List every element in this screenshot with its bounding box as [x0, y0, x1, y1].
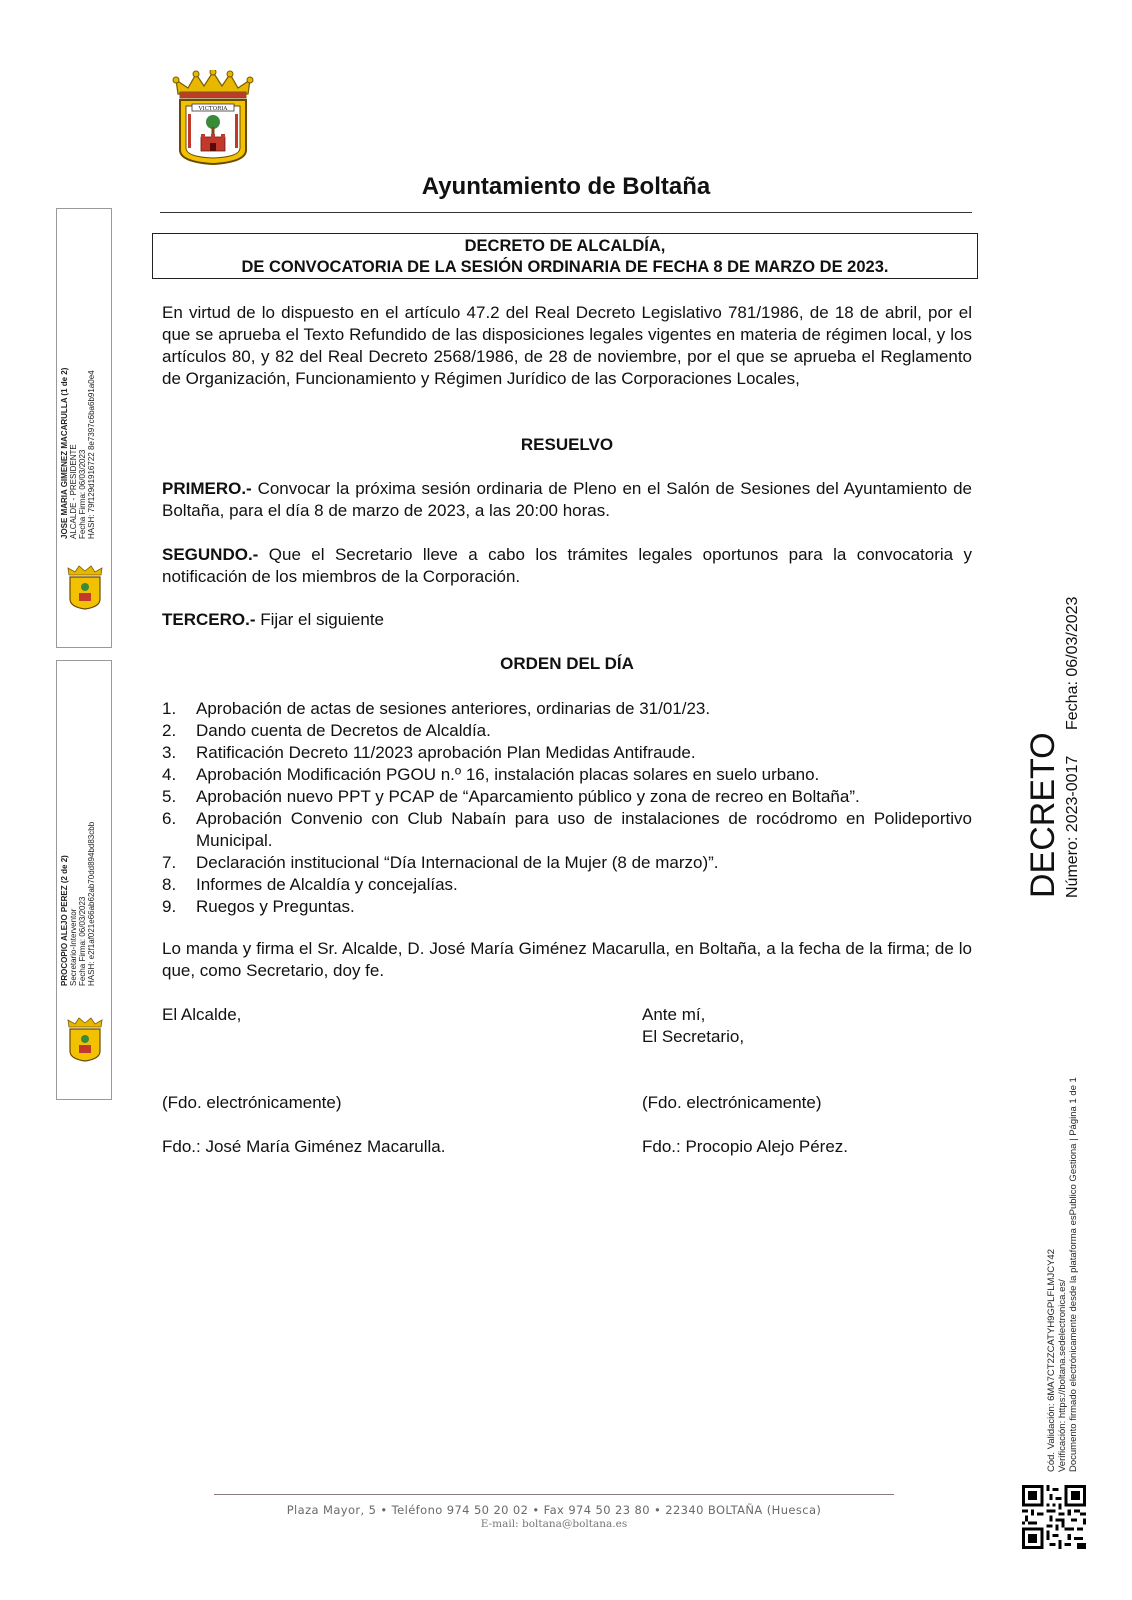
agenda-number: 7. [162, 853, 177, 872]
stamp-sign-date: Fecha Firma: 06/03/2023 [78, 449, 87, 539]
stamp-hash: HASH: e2f1af021e66ab62ab70dd894bd83cbb [87, 821, 96, 986]
agenda-number: 3. [162, 743, 177, 762]
organization-title: Ayuntamiento de Boltaña [421, 173, 711, 200]
stamp-crest-icon [63, 565, 107, 611]
decreto-word: DECRETO [1024, 732, 1062, 898]
agenda-number: 2. [162, 721, 177, 740]
stamp-hash: HASH: 79f129d1916722 8e7397c6ba6b91a0e4 [87, 370, 96, 539]
agenda-item [162, 808, 972, 852]
signature-stamp-mayor [56, 208, 112, 648]
segundo-label: SEGUNDO.- [162, 545, 259, 564]
agenda-text: Declaración institucional “Día Internacional de la Mujer (8 de marzo)”. [196, 853, 719, 872]
intro-paragraph: En virtud de lo dispuesto en el artículo 47.2 del Real Decreto Legislativo 781/1986, de 18 de abril, por el que se aprueba el Texto Refundido de las disposiciones legales vigentes en materia de régimen local, y los artículos 80, y 82 del Real Decreto 2568/1986, de 28 de noviembre, por el que se aprueba el Reglamento de Organización, Funcionamiento y Régimen Jurídico de las Corporaciones Locales, [162, 303, 972, 388]
tercero-text: Fijar el siguiente [260, 610, 385, 629]
stamp-signer-role: ALCALDE - PRESIDENTE [69, 444, 78, 539]
agenda-number: 9. [162, 897, 177, 916]
agenda-text: Aprobación de actas de sesiones anteriores, ordinarias de 31/01/23. [196, 699, 711, 718]
agenda-item [162, 896, 972, 918]
decree-title-line-2: DE CONVOCATORIA DE LA SESIÓN ORDINARIA DE FECHA 8 DE MARZO DE 2023. [241, 258, 889, 276]
segundo-text: Que el Secretario lleve a cabo los trámites legales oportunos para la convocatoria y notificación de los miembros de la Corporación. [162, 545, 972, 586]
validation-code: Cód. Validación: 6MA7CT2ZCATYH9GPLFLMJCY42 [1046, 1249, 1057, 1472]
footer-email: E-mail: boltana@boltana.es [480, 1518, 628, 1530]
agenda-item [162, 764, 972, 786]
signature-left-name: Fdo.: José María Giménez Macarulla. [162, 1137, 446, 1156]
signature-stamp-secretary [56, 660, 112, 1100]
agenda-text: Dando cuenta de Decretos de Alcaldía. [196, 721, 491, 740]
tercero-paragraph [162, 609, 972, 631]
agenda-item [162, 742, 972, 764]
signature-left-electronic: (Fdo. electrónicamente) [162, 1093, 342, 1112]
agenda-item [162, 786, 972, 808]
agenda-text: Aprobación Modificación PGOU n.º 16, instalación placas solares en suelo urbano. [196, 765, 820, 784]
agenda-text: Informes de Alcaldía y concejalías. [196, 875, 458, 894]
agenda-item [162, 698, 972, 720]
decree-title-line-1: DECRETO DE ALCALDÍA, [464, 237, 666, 255]
agenda-item [162, 720, 972, 742]
signature-left-role: El Alcalde, [162, 1005, 242, 1024]
footer-divider [214, 1494, 894, 1495]
electronic-signature-note: Documento firmado electrónicamente desde la plataforma esPublico Gestiona | Página 1 de 1 [1068, 1077, 1079, 1472]
decree-number: Número: 2023-0017 [1064, 755, 1081, 898]
primero-paragraph [162, 478, 972, 522]
resuelvo-heading: RESUELVO [520, 435, 614, 454]
agenda-number: 5. [162, 787, 177, 806]
coat-of-arms-logo [166, 70, 260, 166]
title-divider [160, 212, 972, 213]
decree-date: Fecha: 06/03/2023 [1064, 596, 1081, 730]
decree-title-box [152, 233, 978, 279]
agenda-text: Ruegos y Preguntas. [196, 897, 355, 916]
stamp-crest-icon [63, 1017, 107, 1063]
signature-right-electronic: (Fdo. electrónicamente) [642, 1093, 822, 1112]
signature-right-role-2: El Secretario, [642, 1027, 745, 1046]
verification-url: Verificación: https://boltana.sedelectronica.es/ [1057, 1279, 1068, 1472]
primero-text: Convocar la próxima sesión ordinaria de Pleno en el Salón de Sesiones del Ayuntamiento de Boltaña, para el día 8 de marzo de 2023, a las 20:00 horas. [162, 479, 972, 520]
stamp-signer-role: Secretario-Interventor [69, 908, 78, 986]
stamp-signer-name: PROCOPIO ALEJO PEREZ (2 de 2) [60, 855, 69, 986]
signature-right-name: Fdo.: Procopio Alejo Pérez. [642, 1137, 849, 1156]
agenda-number: 1. [162, 699, 177, 718]
agenda-text: Aprobación nuevo PPT y PCAP de “Aparcamiento público y zona de recreo en Boltaña”. [196, 787, 860, 806]
crest-motto: VICTORIA [198, 106, 228, 112]
agenda-item [162, 874, 972, 896]
agenda-number: 6. [162, 809, 177, 828]
agenda-text: Ratificación Decreto 11/2023 aprobación Plan Medidas Antifraude. [196, 743, 696, 762]
stamp-sign-date: Fecha Firma: 06/03/2023 [78, 896, 87, 986]
tercero-label: TERCERO.- [162, 610, 256, 629]
closing-paragraph: Lo manda y firma el Sr. Alcalde, D. José María Giménez Macarulla, en Boltaña, a la fecha de la firma; de lo que, como Secretario, doy fe. [162, 939, 972, 980]
stamp-signer-name: JOSE MARIA GIMENEZ MACARULLA (1 de 2) [60, 367, 69, 539]
agenda-text: Aprobación Convenio con Club Nabaín para uso de instalaciones de rocódromo en Polideportivo Municipal. [196, 809, 972, 850]
qr-code-icon [1022, 1485, 1086, 1549]
agenda-number: 8. [162, 875, 177, 894]
primero-label: PRIMERO.- [162, 479, 252, 498]
orden-del-dia-heading: ORDEN DEL DÍA [500, 654, 634, 673]
segundo-paragraph [162, 544, 972, 588]
agenda-number: 4. [162, 765, 177, 784]
agenda-list [162, 698, 972, 918]
signature-right-role-1: Ante mí, [642, 1005, 706, 1024]
agenda-item [162, 852, 972, 874]
footer-address: Plaza Mayor, 5 • Teléfono 974 50 20 02 • Fax 974 50 23 80 • 22340 BOLTAÑA (Huesca) [286, 1503, 822, 1517]
